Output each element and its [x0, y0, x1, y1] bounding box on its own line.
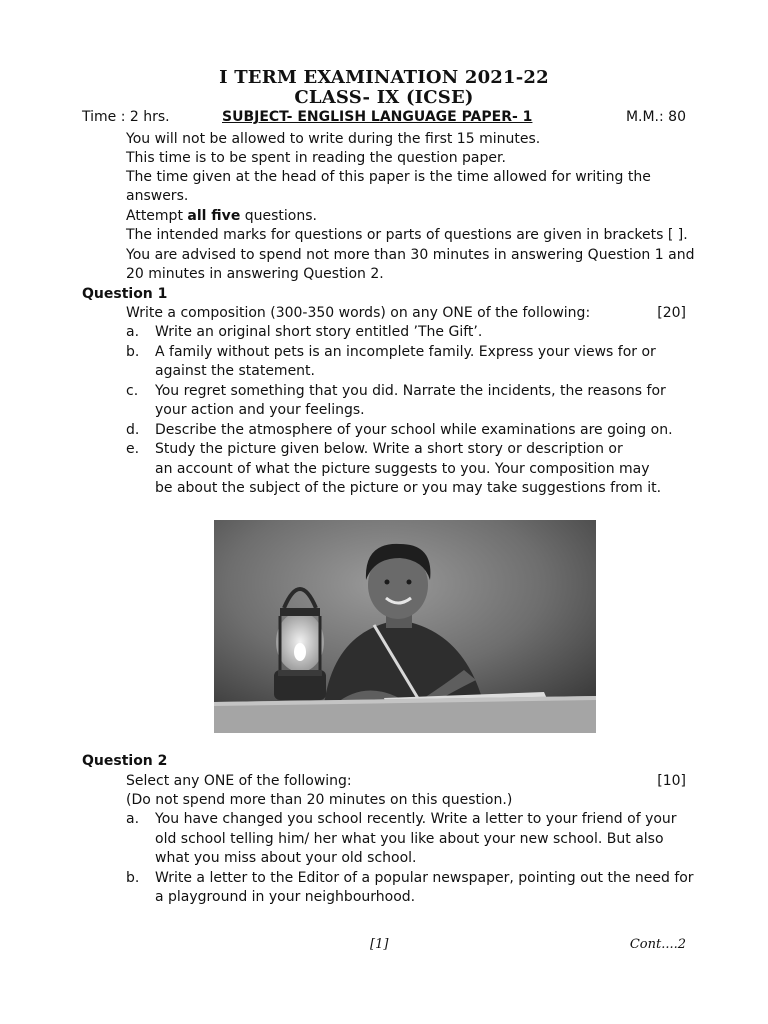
option-text: Describe the atmosphere of your school while examinations are going on.	[155, 422, 673, 438]
attempt-instruction: Attempt all five questions.	[126, 208, 317, 224]
instruction-line: You are advised to spend not more than 30 minutes in answering Question 1 and	[126, 247, 695, 263]
continued-note: Cont....2	[629, 937, 686, 952]
option-label: b.	[126, 344, 140, 360]
question-1-prompt: Write a composition (300-350 words) on any ONE of the following:	[126, 305, 591, 321]
instruction-line: The time given at the head of this paper is the time allowed for writing the	[126, 169, 651, 185]
option-label: b.	[126, 870, 140, 886]
time-allowed: Time : 2 hrs.	[82, 109, 170, 125]
class-title: CLASS- IX (ICSE)	[294, 87, 474, 108]
option-label: a.	[126, 324, 140, 340]
option-text: A family without pets is an incomplete family. Express your views for or	[155, 344, 656, 360]
attempt-emphasis: all five	[187, 208, 241, 224]
option-text: against the statement.	[155, 363, 315, 379]
option-text: Write an original short story entitled ’The Gift’.	[155, 324, 483, 340]
exam-title: I TERM EXAMINATION 2021-22	[219, 67, 549, 88]
option-text: a playground in your neighbourhood.	[155, 889, 416, 905]
header-meta	[82, 109, 686, 129]
option-label: d.	[126, 422, 140, 438]
option-text: an account of what the picture suggests to you. Your composition may	[155, 461, 650, 477]
option-text: your action and your feelings.	[155, 402, 365, 418]
option-text: Study the picture given below. Write a short story or description or	[155, 441, 623, 457]
option-text: what you miss about your old school.	[155, 850, 417, 866]
question-2-prompt: Select any ONE of the following:	[126, 773, 352, 789]
instruction-line: 20 minutes in answering Question 2.	[126, 266, 384, 282]
option-text: be about the subject of the picture or you may take suggestions from it.	[155, 480, 662, 496]
question-1-heading: Question 1	[82, 286, 168, 302]
instruction-line: The intended marks for questions or parts of questions are given in brackets [ ].	[126, 227, 688, 243]
option-label: e.	[126, 441, 140, 457]
instruction-line: You will not be allowed to write during the first 15 minutes.	[126, 131, 541, 147]
question-2-marks: [10]	[657, 773, 686, 789]
question-1-marks: [20]	[657, 305, 686, 321]
option-text: Write a letter to the Editor of a popular newspaper, pointing out the need for	[155, 870, 694, 886]
option-text: You have changed you school recently. Write a letter to your friend of your	[155, 811, 677, 827]
boy-writing-picture	[214, 520, 596, 733]
subject-title: SUBJECT- ENGLISH LANGUAGE PAPER- 1	[222, 109, 533, 125]
option-text: old school telling him/ her what you like about your new school. But also	[155, 831, 664, 847]
max-marks: M.M.: 80	[625, 109, 686, 125]
option-label: c.	[126, 383, 139, 399]
option-text: You regret something that you did. Narrate the incidents, the reasons for	[155, 383, 666, 399]
question-2-note: (Do not spend more than 20 minutes on this question.)	[126, 792, 513, 808]
question-2-heading: Question 2	[82, 753, 168, 769]
page-number: [1]	[370, 937, 389, 952]
option-label: a.	[126, 811, 140, 827]
instruction-line: answers.	[126, 188, 189, 204]
instruction-line: This time is to be spent in reading the question paper.	[126, 150, 506, 166]
